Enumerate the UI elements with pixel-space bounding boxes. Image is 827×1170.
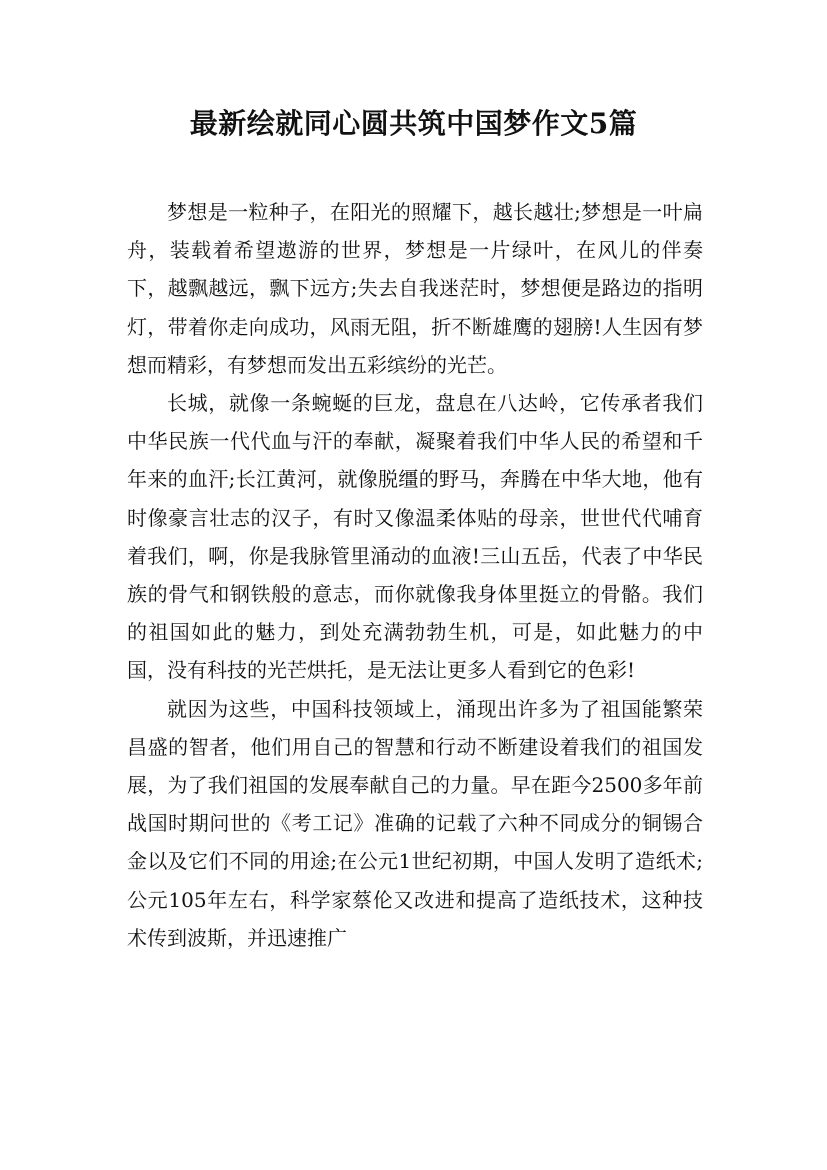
paragraph-1: 梦想是一粒种子，在阳光的照耀下，越长越壮;梦想是一叶扁舟，装载着希望遨游的世界，梦想是一片绿叶，在风儿的伴奏下，越飘越远，飘下远方;失去自我迷茫时，梦想便是路边的指明灯，带着你走向成功，风雨无阻，折不断雄鹰的翅膀!人生因有梦想而精彩，有梦想而发出五彩缤纷的光芒。 xyxy=(127,200,703,377)
document-title: 最新绘就同心圆共筑中国梦作文5篇 xyxy=(189,107,638,140)
paragraph-3: 就因为这些，中国科技领域上，涌现出许多为了祖国能繁荣昌盛的智者，他们用自己的智慧和行动不断建设着我们的祖国发展，为了我们祖国的发展奉献自己的力量。早在距今2500多年前战国时期问世的《考工记》准确的记载了六种不同成分的铜锡合金以及它们不同的用途;在公元1世纪初期，中国人发明了造纸术;公元105年左右，科学家蔡伦又改进和提高了造纸技术，这种技术传到波斯，并迅速推广 xyxy=(127,696,703,950)
document-body xyxy=(127,193,703,957)
paragraph-2: 长城，就像一条蜿蜒的巨龙，盘息在八达岭，它传承者我们中华民族一代代血与汗的奉献，凝聚着我们中华人民的希望和千年来的血汗;长江黄河，就像脱缰的野马，奔腾在中华大地，他有时像豪言壮志的汉子，有时又像温柔体贴的母亲，世世代代哺育着我们，啊，你是我脉管里涌动的血液!三山五岳，代表了中华民族的骨气和钢铁般的意志，而你就像我身体里挺立的骨骼。我们的祖国如此的魅力，到处充满勃勃生机，可是，如此魅力的中国，没有科技的光芒烘托，是无法让更多人看到它的色彩! xyxy=(127,391,703,683)
